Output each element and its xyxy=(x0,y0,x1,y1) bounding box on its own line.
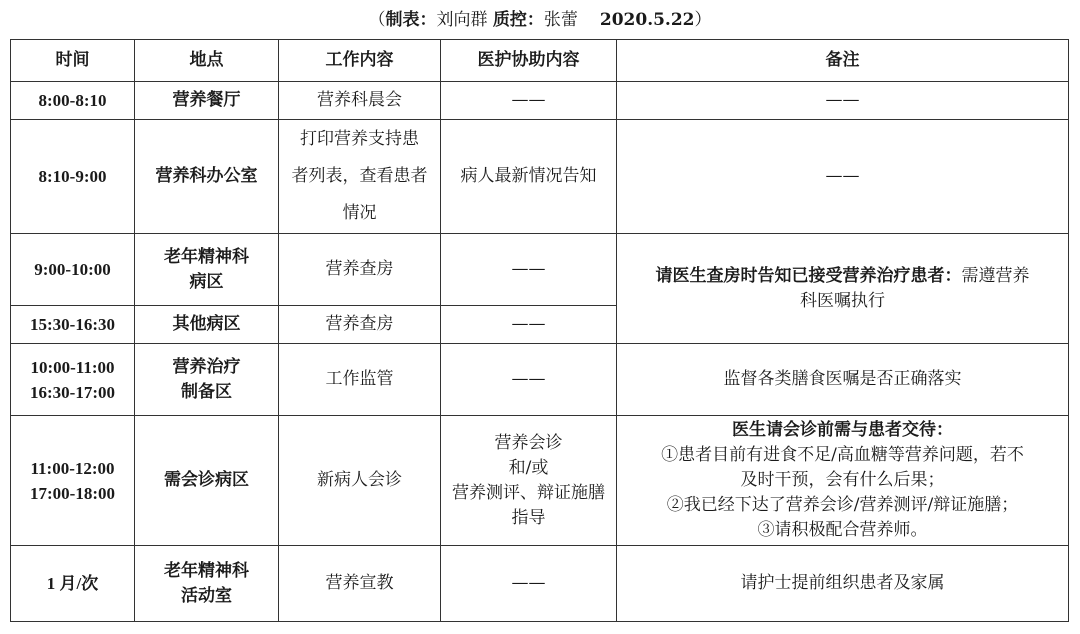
maker-label: 制表： xyxy=(385,10,437,30)
schedule-table xyxy=(10,39,1069,622)
note-cell-merged: 请医生查房时告知已接受营养治疗患者：需遵营养 科医嘱执行 xyxy=(617,234,1069,344)
note-cell: 监督各类膳食医嘱是否正确落实 xyxy=(617,344,1069,416)
assist-cell: 营养会诊 和/或 营养测评、辩证施膳 指导 xyxy=(441,416,617,546)
place-cell: 老年精神科 病区 xyxy=(135,234,279,306)
header-place: 地点 xyxy=(135,40,279,82)
table-row xyxy=(11,416,1069,546)
note-cell: —— xyxy=(617,120,1069,234)
assist-cell: —— xyxy=(441,306,617,344)
note-cell: 请护士提前组织患者及家属 xyxy=(617,546,1069,622)
assist-cell: —— xyxy=(441,82,617,120)
table-row xyxy=(11,120,1069,234)
work-cell: 工作监管 xyxy=(279,344,441,416)
qc-name: 张蕾 xyxy=(543,10,578,30)
table-row xyxy=(11,546,1069,622)
work-cell: 营养查房 xyxy=(279,306,441,344)
table-caption xyxy=(0,6,1080,34)
work-cell: 营养查房 xyxy=(279,234,441,306)
assist-cell: —— xyxy=(441,344,617,416)
work-cell: 打印营养支持患 者列表，查看患者 情况 xyxy=(279,120,441,234)
assist-cell: —— xyxy=(441,234,617,306)
time-cell: 15:30-16:30 xyxy=(11,306,135,344)
work-cell: 营养科晨会 xyxy=(279,82,441,120)
time-cell: 8:10-9:00 xyxy=(11,120,135,234)
table-row xyxy=(11,82,1069,120)
caption-date: 2020.5.22 xyxy=(599,10,695,30)
place-cell: 营养治疗 制备区 xyxy=(135,344,279,416)
header-work: 工作内容 xyxy=(279,40,441,82)
caption-open-paren: （ xyxy=(368,10,386,30)
work-cell: 新病人会诊 xyxy=(279,416,441,546)
assist-cell: —— xyxy=(441,546,617,622)
place-cell: 需会诊病区 xyxy=(135,416,279,546)
maker-name: 刘向群 xyxy=(436,10,488,30)
time-cell: 10:00-11:00 16:30-17:00 xyxy=(11,344,135,416)
time-cell: 9:00-10:00 xyxy=(11,234,135,306)
time-cell: 1 月/次 xyxy=(11,546,135,622)
header-assist: 医护协助内容 xyxy=(441,40,617,82)
place-cell: 营养餐厅 xyxy=(135,82,279,120)
work-cell: 营养宣教 xyxy=(279,546,441,622)
note-cell: —— xyxy=(617,82,1069,120)
place-cell: 老年精神科 活动室 xyxy=(135,546,279,622)
note-cell: 医生请会诊前需与患者交待： ①患者目前有进食不足/高血糖等营养问题，若不 及时干预，会有什么后果； ②我已经下达了营养会诊/营养测评/辩证施膳； ③请积极配合营养师。 xyxy=(617,416,1069,546)
time-cell: 8:00-8:10 xyxy=(11,82,135,120)
place-cell: 营养科办公室 xyxy=(135,120,279,234)
qc-label: 质控： xyxy=(492,10,544,30)
time-cell: 11:00-12:00 17:00-18:00 xyxy=(11,416,135,546)
assist-cell: 病人最新情况告知 xyxy=(441,120,617,234)
caption-close-paren: ） xyxy=(694,10,712,30)
table-row xyxy=(11,234,1069,306)
header-note: 备注 xyxy=(617,40,1069,82)
place-cell: 其他病区 xyxy=(135,306,279,344)
header-row xyxy=(11,40,1069,82)
table-row xyxy=(11,344,1069,416)
header-time: 时间 xyxy=(11,40,135,82)
